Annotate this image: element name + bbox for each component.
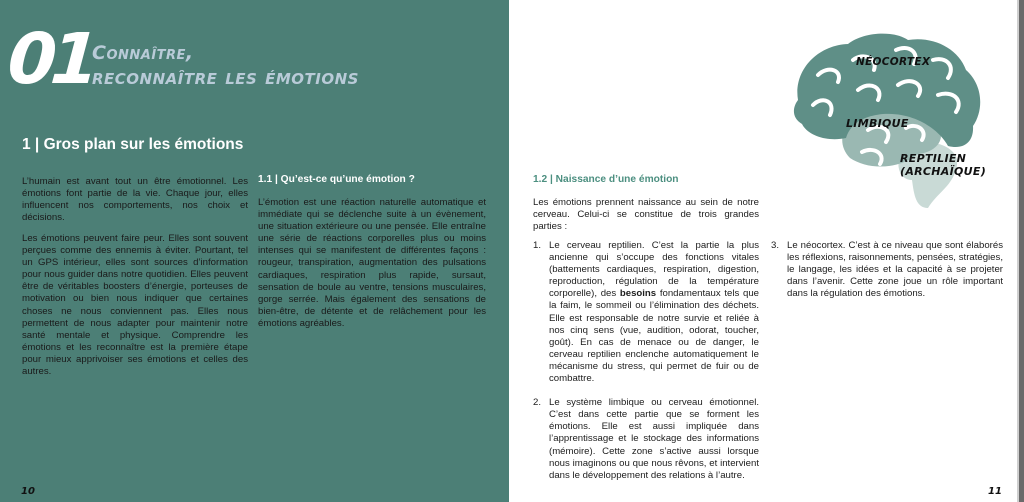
section-title: 1 | Gros plan sur les émotions xyxy=(22,136,244,153)
list-item xyxy=(533,397,759,482)
brain-label-reptilien xyxy=(900,152,986,178)
subsection-intro-1-2: Les émotions prennent naissance au sein de notre cerveau. Celui-ci se constitue de trois grandes parties : xyxy=(533,197,759,233)
chapter-title-line1: Connaître, xyxy=(92,42,194,64)
list-item-number: 1. xyxy=(533,240,542,251)
brain-label-limbique: LIMBIQUE xyxy=(846,117,909,130)
brain-label-neocortex: NÉOCORTEX xyxy=(856,56,931,68)
subsection-title-1-1: 1.1 | Qu’est-ce qu’une émotion ? xyxy=(258,174,415,185)
list-item-text-continued: fondamentaux tels que la faim, le sommeil ou l’élimination des déchets. Elle est responsable de notre survie et reliée à nos cinq sens (vue, audition, odorat, toucher, goût). En cas de menace ou de danger, le cerveau reptilien enclenche automatiquement le mécanisme du stress, qui permet de fuir ou de combattre. xyxy=(549,288,759,385)
page-edge-highlight xyxy=(1017,0,1019,502)
chapter-title xyxy=(92,41,359,89)
brain-parts-list xyxy=(533,240,759,482)
intro-paragraph-2: Les émotions peuvent faire peur. Elles sont souvent perçues comme des ennemis à éviter. Pourtant, tel un GPS intérieur, elles sont sources d’information pour nous guider dans notre quotidien. Elles peuvent être de véritables boosters d’énergie, porteuses de motivation ou bien nous indiquer que certaines choses ne nous conviennent pas. Elles nous permettent de nous adapter pour maintenir notre santé mentale et physique. Comprendre les émotions et les reconnaître est la première étape pour mieux apprivoiser ses émotions et celles des autres. xyxy=(22,233,248,378)
list-item-text: Le système limbique ou cerveau émotionnel. C’est dans cette partie que se forment les émotions. Elle est aussi impliquée dans l’apprentissage et le stockage des informations (mémoire). Cette zone s’active aussi lorsque nous imaginons ou que nous rêvons, et intervient dans le développement des relations à l’autre. xyxy=(549,397,759,481)
brain-label-reptilien-line1: REPTILIEN xyxy=(900,152,967,165)
list-item xyxy=(533,240,759,385)
list-item xyxy=(771,240,1003,300)
intro-paragraph-1: L’humain est avant tout un être émotionnel. Les émotions font partie de la vie. Chaque jour, elles influencent nos comportements, nos choix et décisions. xyxy=(22,176,248,224)
brain-label-reptilien-line2: (ARCHAÏQUE) xyxy=(900,165,987,178)
subsection-text-1-1: L’émotion est une réaction naturelle automatique et immédiate qui se déclenche suite à un évènement, une situation extérieure ou une pensée. Elle entraîne une série de réactions corporelles plus ou moins intenses qui se manifestent de différentes façons : rougeur, transpiration, augmentation des pulsations cardiaques, respiration plus rapide, sursaut, sensation de boule au ventre, tensions musculaires, gorge serrée. Mais également des sensations de bien-être, de détente et de relâchement pour les émotions agréables. xyxy=(258,197,486,329)
chapter-title-line2: reconnaître les émotions xyxy=(92,65,359,89)
page-number-right: 11 xyxy=(988,486,1002,497)
page-number-left: 10 xyxy=(21,486,35,497)
subsection-title-1-2: 1.2 | Naissance d’une émotion xyxy=(533,174,679,185)
brain-parts-list-continued xyxy=(771,240,1003,300)
list-item-text: Le cerveau reptilien. C’est la partie la plus ancienne qui s’occupe des fonctions vitales (battements cardiaques, respiration, digestion, reproduction, régulation de la température corporelle), des xyxy=(549,240,759,300)
chapter-number: 01 xyxy=(5,18,97,100)
list-item-text: Le néocortex. C’est à ce niveau que sont élaborés les réflexions, raisonnements, pensées, stratégies, le langage, les idées et la capacité à se projeter dans l’avenir. Cette zone joue un rôle important dans la régulation des émotions. xyxy=(787,240,1003,300)
list-item-number: 2. xyxy=(533,397,542,409)
list-item-bold-word: besoins xyxy=(619,288,657,300)
list-item-number: 3. xyxy=(771,240,780,251)
